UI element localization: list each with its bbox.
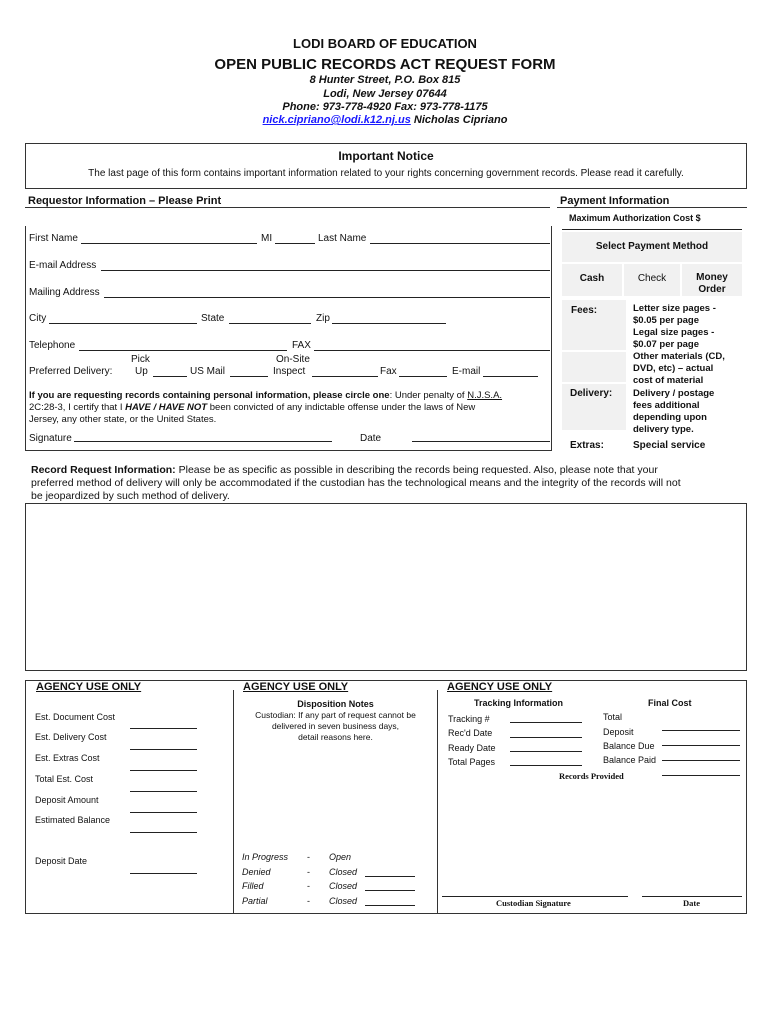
cost-label: Estimated Balance: [35, 815, 111, 825]
mi-field[interactable]: [275, 243, 315, 244]
payment-heading: Payment Information: [560, 195, 670, 207]
personal-info-bold: If you are requesting records containing personal information, please circle one: [29, 390, 390, 401]
telephone-label: Telephone: [29, 340, 76, 351]
partial-closed-field[interactable]: [365, 905, 415, 906]
tracking-label: Ready Date: [448, 743, 496, 753]
first-name-label: First Name: [29, 233, 78, 244]
disposition-line: detail reasons here.: [298, 732, 373, 742]
filled-closed-field[interactable]: [365, 890, 415, 891]
final-label: Deposit: [603, 727, 634, 737]
cash-label: Cash: [579, 273, 605, 284]
order-label: Order: [698, 284, 726, 295]
status-open: Open: [329, 852, 352, 862]
fees-details: [633, 303, 725, 387]
tracking-number-field[interactable]: [510, 722, 582, 723]
onsite-label: On-Site: [276, 354, 310, 365]
telephone-field[interactable]: [79, 350, 287, 351]
check-label: Check: [637, 273, 667, 284]
city-label: City: [29, 313, 47, 324]
final-label: Balance Paid: [603, 755, 657, 765]
email-option-label: E-mail: [452, 366, 481, 377]
contact-line: [0, 114, 770, 126]
signature-field[interactable]: [74, 441, 332, 442]
delivery-label: Delivery:: [570, 388, 613, 399]
status-closed: Closed: [329, 867, 358, 877]
money-order-option[interactable]: [682, 264, 742, 296]
select-payment-label: Select Payment Method: [595, 241, 709, 252]
custodian-date-label: Date: [683, 898, 700, 908]
disposition-line: Custodian: If any part of request cannot be: [255, 710, 416, 720]
cost-label: Est. Document Cost: [35, 712, 116, 722]
us-mail-field[interactable]: [230, 376, 268, 377]
deposit-amount-field[interactable]: [130, 812, 197, 813]
phone-fax: Phone: 973-778-4920 Fax: 973-778-1175: [282, 101, 488, 113]
status-filled: Filled: [242, 881, 264, 891]
fax-field[interactable]: [314, 350, 550, 351]
important-notice-box: [25, 143, 747, 189]
fax-option-label: Fax: [380, 366, 397, 377]
record-request-text: [31, 464, 746, 503]
custodian-signature-label: Custodian Signature: [496, 898, 571, 908]
date-label: Date: [360, 433, 382, 444]
contact-email-link[interactable]: nick.cipriano@lodi.k12.nj.us: [262, 114, 411, 126]
have-have-not-choice[interactable]: HAVE / HAVE NOT: [125, 402, 208, 413]
agency-heading-3: AGENCY USE ONLY: [447, 681, 553, 693]
last-name-label: Last Name: [318, 233, 367, 244]
pickup-field[interactable]: [153, 376, 187, 377]
record-text-3: be jeopardized by such method of delivery.: [31, 490, 230, 502]
certify-text: 2C:28-3, I certify that I: [29, 402, 123, 413]
mi-label: MI: [261, 233, 273, 244]
requestor-heading: Requestor Information – Please Print: [28, 195, 222, 207]
tracking-label: Total Pages: [448, 757, 496, 767]
agency-heading-2: AGENCY USE ONLY: [243, 681, 349, 693]
notice-text: The last page of this form contains important information related to your rights concerning government records. Please read it carefully.: [88, 168, 684, 179]
tracking-label: Rec'd Date: [448, 728, 493, 738]
penalty-text: : Under penalty of: [389, 390, 468, 401]
status-closed: Closed: [329, 881, 358, 891]
fax-label: FAX: [292, 340, 311, 351]
estimated-balance-field[interactable]: [130, 832, 197, 833]
status-dash: -: [307, 881, 310, 891]
cash-option[interactable]: [562, 264, 622, 296]
form-title: OPEN PUBLIC RECORDS ACT REQUEST FORM: [214, 56, 556, 73]
record-request-heading: Record Request Information:: [31, 464, 176, 476]
deposit-date-field[interactable]: [130, 873, 197, 874]
fees-line: Letter size pages -: [633, 303, 716, 314]
extras-value: Special service: [633, 440, 706, 451]
fees-line: cost of material: [633, 375, 704, 386]
final-total-field[interactable]: [662, 730, 740, 731]
records-provided-label: Records Provided: [559, 771, 624, 781]
njsa-ref: N.J.S.A.: [467, 390, 503, 401]
personal-info-text: [29, 390, 539, 426]
mailing-field[interactable]: [104, 297, 550, 298]
status-denied: Denied: [242, 867, 271, 877]
delivery-line: fees additional: [633, 400, 700, 411]
balance-paid-field[interactable]: [662, 760, 740, 761]
state-field[interactable]: [229, 323, 311, 324]
requestor-rule: [25, 207, 550, 208]
inspect-field[interactable]: [312, 376, 378, 377]
fees-cell-lower: [562, 352, 626, 382]
fees-line: $0.05 per page: [633, 315, 700, 326]
total-est-cost-field[interactable]: [130, 791, 197, 792]
fees-line: DVD, etc) – actual: [633, 363, 714, 374]
record-text-2: preferred method of delivery will only be accommodated if the custodian has the technological means and the integrity of the records will not: [31, 477, 681, 489]
est-extras-cost-field[interactable]: [130, 770, 197, 771]
check-option[interactable]: [624, 264, 680, 296]
status-partial: Partial: [242, 896, 268, 906]
fees-line: Other materials (CD,: [633, 351, 725, 362]
status-dash: -: [307, 896, 310, 906]
tracking-title: Tracking Information: [474, 698, 564, 708]
last-name-field[interactable]: [370, 243, 550, 244]
delivery-line: Delivery / postage: [633, 388, 715, 399]
cost-label: Est. Delivery Cost: [35, 732, 107, 742]
recd-date-field[interactable]: [510, 737, 582, 738]
email-field[interactable]: [101, 270, 550, 271]
extras-label: Extras:: [570, 440, 604, 451]
max-auth-field[interactable]: [562, 229, 742, 230]
record-text-1: Please be as specific as possible in describing the records being requested. Also, please note that your: [175, 464, 658, 476]
status-dash: -: [307, 852, 310, 862]
fax-option-field[interactable]: [399, 376, 447, 377]
fees-label: Fees:: [571, 305, 598, 316]
final-label: Total: [603, 712, 623, 722]
date-field[interactable]: [412, 441, 550, 442]
delivery-cell: [562, 384, 626, 430]
notice-title: Important Notice: [338, 149, 434, 163]
custodian-date-field[interactable]: [642, 896, 742, 897]
fees-line: $0.07 per page: [633, 339, 700, 350]
email-option-field[interactable]: [483, 376, 538, 377]
cost-label: Deposit Date: [35, 856, 88, 866]
first-name-field[interactable]: [81, 243, 257, 244]
delivery-line: delivery type.: [633, 424, 694, 435]
pick-label: Pick: [131, 354, 150, 365]
status-dash: -: [307, 867, 310, 877]
cost-label: Total Est. Cost: [35, 774, 94, 784]
money-label: Money: [696, 272, 728, 283]
org-name: LODI BOARD OF EDUCATION: [293, 36, 477, 51]
est-document-cost-field[interactable]: [130, 728, 197, 729]
fees-cell: [562, 300, 626, 350]
total-pages-field[interactable]: [510, 765, 582, 766]
payment-rule: [557, 207, 747, 208]
est-delivery-cost-field[interactable]: [130, 749, 197, 750]
email-label: E-mail Address: [29, 260, 97, 271]
inspect-label: Inspect: [273, 366, 306, 377]
final-label: Balance Due: [603, 741, 655, 751]
record-request-textarea[interactable]: [25, 503, 747, 671]
tracking-label: Tracking #: [448, 714, 490, 724]
status-in-progress: In Progress: [242, 852, 289, 862]
preferred-delivery-label: Preferred Delivery:: [29, 366, 113, 377]
payment-method-header: [562, 232, 742, 262]
disposition-line: delivered in seven business days,: [271, 721, 400, 731]
cost-label: Deposit Amount: [35, 795, 99, 805]
zip-label: Zip: [316, 313, 330, 324]
disposition-title: Disposition Notes: [297, 699, 374, 709]
zip-field[interactable]: [332, 323, 446, 324]
up-label: Up: [135, 366, 148, 377]
us-mail-label: US Mail: [190, 366, 226, 377]
agency-divider-2: [437, 690, 438, 914]
cost-label: Est. Extras Cost: [35, 753, 100, 763]
disposition-text: [234, 710, 437, 743]
balance-due-field[interactable]: [662, 745, 740, 746]
city-field[interactable]: [49, 323, 197, 324]
denied-closed-field[interactable]: [365, 876, 415, 877]
mailing-label: Mailing Address: [29, 287, 100, 298]
custodian-signature-field[interactable]: [442, 896, 628, 897]
signature-label: Signature: [29, 433, 72, 444]
address-line-1: 8 Hunter Street, P.O. Box 815: [309, 74, 461, 86]
jersey-text: Jersey, any other state, or the United States.: [29, 414, 217, 425]
address-line-2: Lodi, New Jersey 07644: [323, 88, 447, 100]
delivery-details: [633, 388, 714, 436]
ready-date-field[interactable]: [510, 751, 582, 752]
contact-name: Nicholas Cipriano: [413, 114, 508, 126]
fees-line: Legal size pages -: [633, 327, 715, 338]
status-closed: Closed: [329, 896, 358, 906]
convicted-text: been convicted of any indictable offense under the laws of New: [209, 402, 476, 413]
final-cost-title: Final Cost: [648, 698, 692, 708]
delivery-line: depending upon: [633, 412, 707, 423]
max-auth-label: Maximum Authorization Cost $: [569, 213, 701, 223]
agency-heading-1: AGENCY USE ONLY: [36, 681, 142, 693]
state-label: State: [201, 313, 225, 324]
records-provided-field[interactable]: [662, 775, 740, 776]
